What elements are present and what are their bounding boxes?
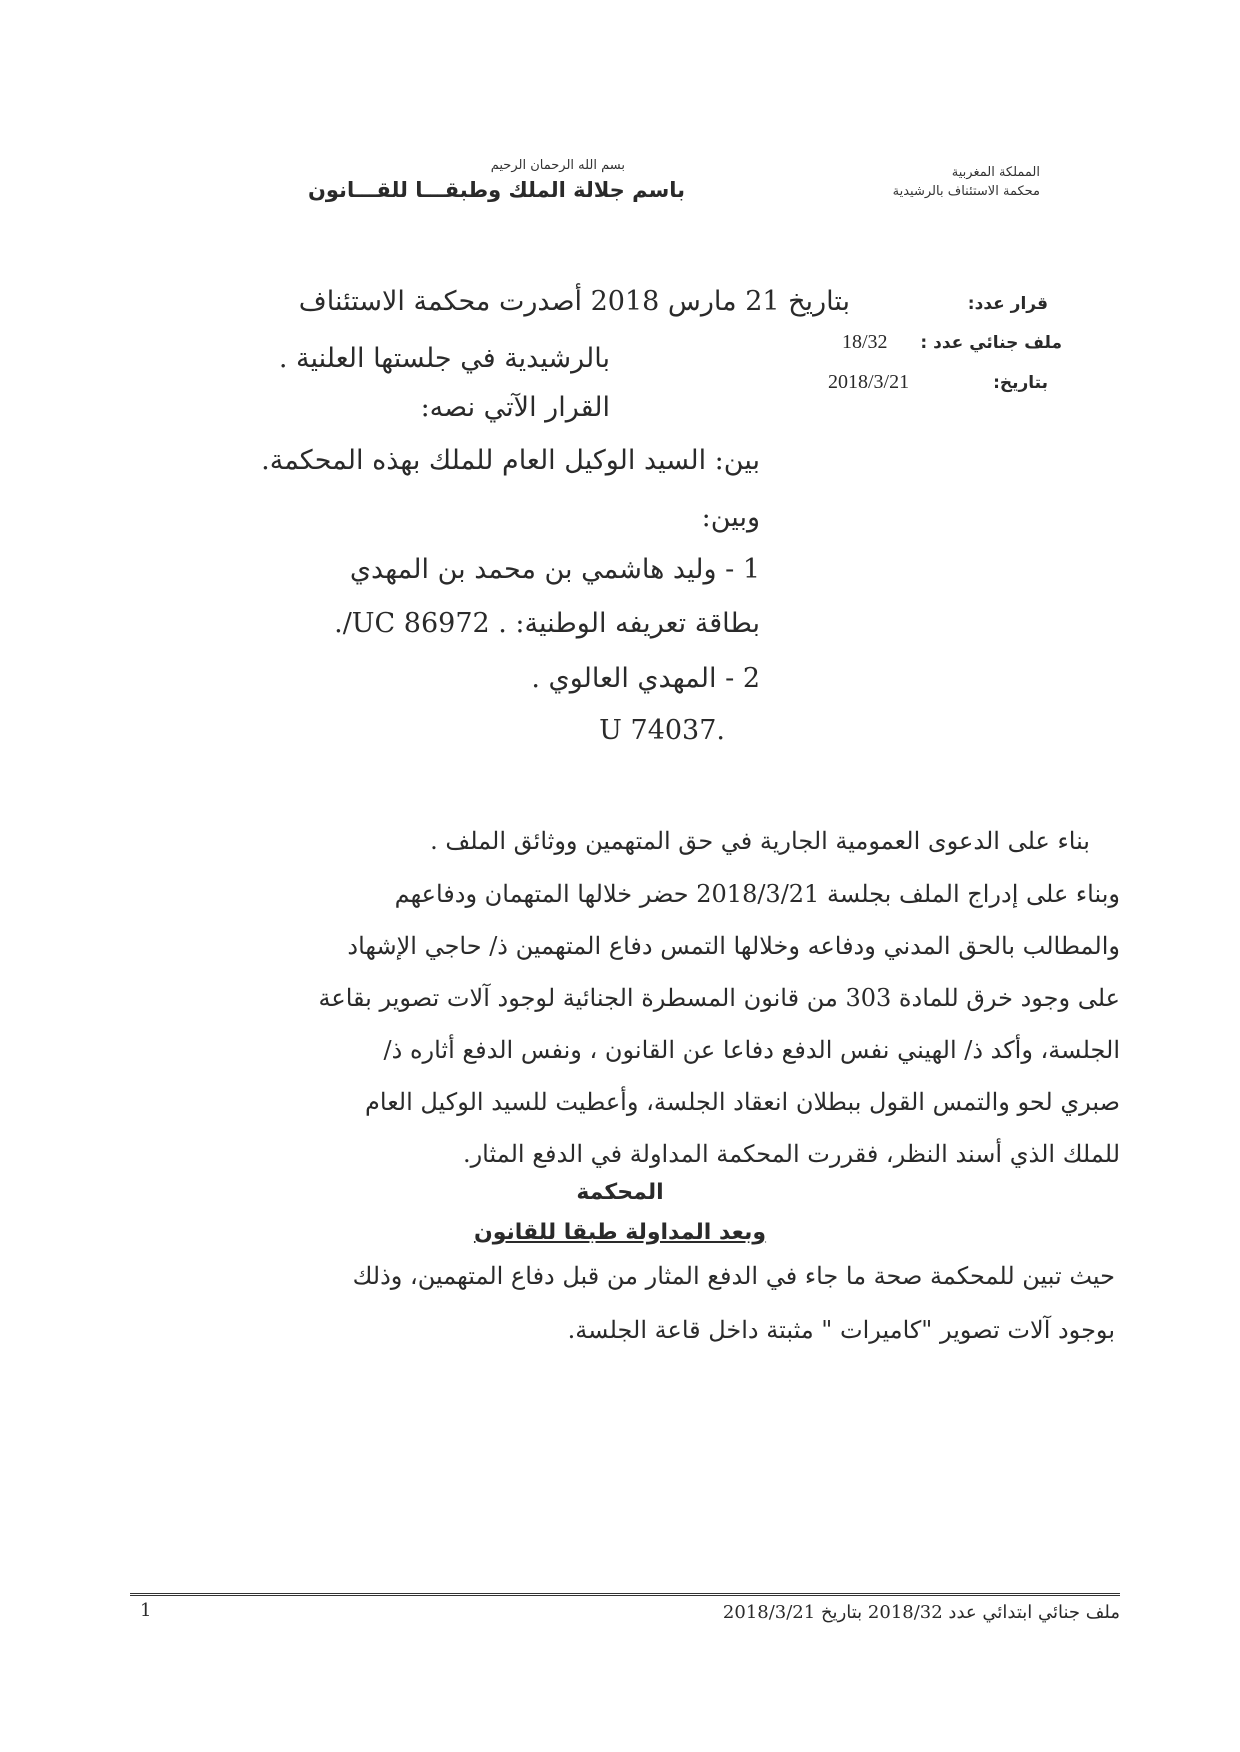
bismillah: بسم الله الرحمان الرحيم: [490, 158, 625, 173]
file-number: 18/32: [842, 331, 888, 353]
court-section-title: المحكمة: [576, 1180, 664, 1205]
body-line-2: وبناء على إدراج الملف بجلسة 2018/3/21 حضر خلالها المتهمان ودفاعهم: [394, 880, 1120, 908]
body-line-4: على وجود خرق للمادة 303 من قانون المسطرة الجنائية لوجود آلات تصوير بقاعة: [318, 984, 1120, 1012]
body-line-6: صبري لحو والتمس القول ببطلان انعقاد الجلسة، وأعطيت للسيد الوكيل العام: [365, 1088, 1120, 1116]
footer-file-info: ملف جنائي ابتدائي عدد 2018/32 بتاريخ 2018/3/21: [722, 1602, 1120, 1623]
intro-line-1: بتاريخ 21 مارس 2018 أصدرت محكمة الاستئناف: [298, 286, 850, 317]
royal-heading: باسم جلالة الملك وطبقـــا للقـــانون: [307, 178, 685, 202]
deliberation-title: وبعد المداولة طبقا للقانون: [473, 1220, 767, 1245]
page-number: 1: [140, 1600, 152, 1621]
body-line-8: حيث تبين للمحكمة صحة ما جاء في الدفع المثار من قبل دفاع المتهمين، وذلك: [352, 1262, 1115, 1290]
intro-line-4: بين: السيد الوكيل العام للملك بهذه المحكمة.: [261, 445, 760, 476]
kingdom-label: المملكة المغربية: [951, 165, 1040, 180]
footer-divider: [130, 1593, 1120, 1596]
body-line-3: والمطالب بالحق المدني ودفاعه وخلالها التمس دفاع المتهمين ذ/ حاجي الإشهاد: [347, 932, 1120, 960]
date-label: بتاريخ:: [993, 373, 1048, 393]
decision-label: قرار عدد:: [967, 294, 1048, 314]
body-line-9: بوجود آلات تصوير "كاميرات " مثبتة داخل قاعة الجلسة.: [567, 1316, 1115, 1344]
body-line-5: الجلسة، وأكد ذ/ الهيني نفس الدفع دفاعا عن القانون ، ونفس الدفع أثاره ذ/: [383, 1036, 1120, 1064]
party-1-id: بطاقة تعريفه الوطنية: . UC 86972/.: [334, 608, 760, 639]
date-value: 2018/3/21: [828, 371, 910, 393]
party-2: 2 - المهدي العالوي .: [531, 663, 760, 694]
intro-line-3: القرار الآتي نصه:: [420, 392, 610, 423]
intro-line-2: بالرشيدية في جلستها العلنية .: [278, 343, 610, 374]
party-2-id: .U 74037: [599, 715, 725, 746]
body-paragraph-1: بناء على الدعوى العمومية الجارية في حق المتهمين ووثائق الملف .: [430, 827, 1090, 855]
court-label: محكمة الاستئناف بالرشيدية: [892, 184, 1040, 199]
party-1: 1 - وليد هاشمي بن محمد بن المهدي: [349, 554, 760, 585]
body-line-7: للملك الذي أسند النظر، فقررت المحكمة المداولة في الدفع المثار.: [462, 1140, 1120, 1168]
intro-line-5: وبين:: [701, 502, 760, 533]
file-label: ملف جنائي عدد :: [920, 333, 1062, 353]
